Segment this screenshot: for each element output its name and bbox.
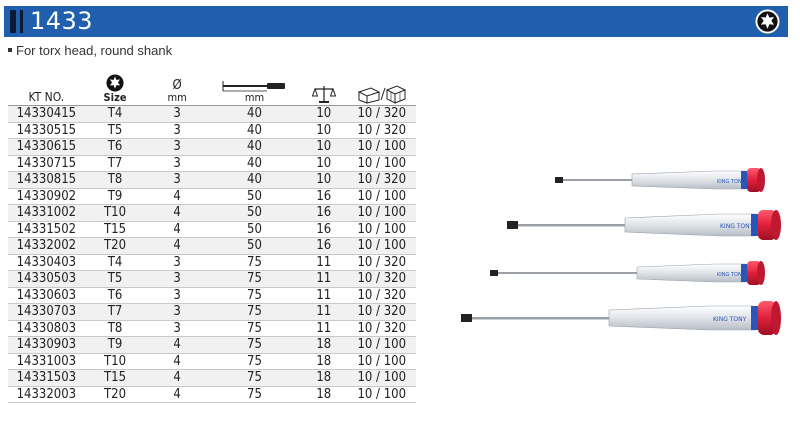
packing-cell: 10 / 320 xyxy=(357,106,407,121)
length-cell: 50 xyxy=(247,238,262,253)
size-label: Size xyxy=(103,91,127,104)
table-row xyxy=(8,370,416,387)
kt-no-cell: 14330715 xyxy=(16,155,77,171)
weight-cell: 11 xyxy=(316,287,332,303)
diameter-cell: 4 xyxy=(173,205,181,220)
weight-cell: 18 xyxy=(316,370,332,385)
screwdriver-4 xyxy=(461,301,781,335)
kt-no-cell: 14330615 xyxy=(16,139,77,154)
packing-cell: 10 / 100 xyxy=(357,386,407,402)
size-cell: T15 xyxy=(104,370,127,385)
diameter-cell: 4 xyxy=(173,238,181,253)
table-row xyxy=(8,353,416,370)
weight-cell: 10 xyxy=(316,139,332,154)
col-kt-no xyxy=(8,64,85,106)
table-body xyxy=(8,106,416,403)
kt-no-cell: 14331003 xyxy=(16,353,77,369)
length-cell: 75 xyxy=(247,304,262,319)
size-cell: T5 xyxy=(107,122,123,138)
kt-no-cell: 14330803 xyxy=(16,320,77,336)
table-row xyxy=(8,304,416,321)
table-row xyxy=(8,238,416,255)
kt-no-label: KT NO. xyxy=(28,90,65,104)
length-unit: mm xyxy=(244,91,265,104)
kt-no-cell: 14331503 xyxy=(16,370,77,385)
table-row xyxy=(8,188,416,205)
diameter-unit: mm xyxy=(167,91,187,104)
screwdriver-1 xyxy=(555,168,765,192)
length-cell: 75 xyxy=(247,287,262,303)
header-marker xyxy=(10,10,16,33)
packing-cell: 10 / 320 xyxy=(357,254,407,270)
kt-no-cell: 14330815 xyxy=(16,172,77,187)
diameter-cell: 3 xyxy=(173,320,181,336)
specs-table xyxy=(8,64,416,403)
weight-cell: 10 xyxy=(316,106,332,121)
packing-cell: 10 / 100 xyxy=(357,221,407,237)
length-cell: 75 xyxy=(247,320,262,336)
kt-no-cell: 14331002 xyxy=(16,205,77,220)
kt-no-cell: 14330415 xyxy=(16,106,77,121)
table-row xyxy=(8,106,416,123)
diameter-icon: Ø xyxy=(172,78,182,93)
length-cell: 75 xyxy=(247,370,262,385)
size-cell: T15 xyxy=(104,221,127,237)
size-cell: T10 xyxy=(104,205,127,220)
packing-cell: 10 / 100 xyxy=(357,238,407,253)
weight-cell: 10 xyxy=(316,172,332,187)
size-cell: T7 xyxy=(107,155,123,171)
weight-cell: 10 xyxy=(316,122,332,138)
length-cell: 75 xyxy=(247,254,262,270)
bullet-icon xyxy=(8,48,12,52)
size-cell: T5 xyxy=(107,271,123,286)
diameter-cell: 3 xyxy=(173,172,181,187)
size-cell: T4 xyxy=(107,254,123,270)
diameter-cell: 3 xyxy=(173,155,181,171)
weight-cell: 11 xyxy=(316,304,332,319)
weight-cell: 16 xyxy=(316,188,332,204)
kt-no-cell: 14330903 xyxy=(16,337,77,352)
packing-cell: 10 / 320 xyxy=(357,287,407,303)
table-row xyxy=(8,221,416,238)
packing-cell: 10 / 100 xyxy=(357,353,407,369)
kt-no-cell: 14330703 xyxy=(16,304,77,319)
col-weight xyxy=(300,64,347,106)
weight-cell: 16 xyxy=(316,221,332,237)
page-title: 1433 xyxy=(30,7,94,35)
table-row xyxy=(8,271,416,288)
packing-cell: 10 / 100 xyxy=(357,337,407,352)
diameter-cell: 3 xyxy=(173,122,181,138)
col-size xyxy=(85,64,146,106)
weight-cell: 18 xyxy=(316,353,332,369)
length-cell: 50 xyxy=(247,205,262,220)
svg-text:KING TONY: KING TONY xyxy=(720,223,754,230)
col-packing xyxy=(348,64,417,106)
packing-cell: 10 / 320 xyxy=(357,320,407,336)
length-cell: 50 xyxy=(247,221,262,237)
screwdriver-3 xyxy=(490,261,765,285)
packing-cell: 10 / 320 xyxy=(357,172,407,187)
packing-cell: 10 / 100 xyxy=(357,139,407,154)
length-cell: 50 xyxy=(247,188,262,204)
packing-cell: 10 / 320 xyxy=(357,122,407,138)
table-header-row xyxy=(8,64,416,106)
kt-no-cell: 14330403 xyxy=(16,254,77,270)
kt-no-cell: 14332002 xyxy=(16,238,77,253)
kt-no-cell: 14330503 xyxy=(16,271,77,286)
size-cell: T8 xyxy=(107,320,123,336)
size-cell: T9 xyxy=(107,337,123,352)
torx-head-icon xyxy=(106,74,124,92)
size-cell: T4 xyxy=(107,106,123,121)
packing-cell: 10 / 320 xyxy=(357,304,407,319)
size-cell: T6 xyxy=(107,139,123,154)
size-cell: T8 xyxy=(107,172,123,187)
weight-cell: 18 xyxy=(316,337,332,352)
kt-no-cell: 14331502 xyxy=(16,221,77,237)
length-cell: 75 xyxy=(247,337,262,352)
table-row xyxy=(8,386,416,403)
screwdriver-2 xyxy=(507,210,781,240)
diameter-cell: 4 xyxy=(173,353,181,369)
table-row xyxy=(8,254,416,271)
scale-icon xyxy=(312,84,336,104)
col-length xyxy=(209,64,300,106)
diameter-cell: 4 xyxy=(173,188,181,204)
packing-cell: 10 / 320 xyxy=(357,271,407,286)
box-icon xyxy=(357,84,407,104)
weight-cell: 11 xyxy=(316,320,332,336)
length-cell: 40 xyxy=(247,106,262,121)
table-row xyxy=(8,205,416,222)
weight-cell: 11 xyxy=(316,271,332,286)
kt-no-cell: 14330902 xyxy=(16,188,77,204)
header-marker-thin xyxy=(20,10,23,33)
length-cell: 40 xyxy=(247,155,262,171)
weight-cell: 16 xyxy=(316,238,332,253)
table-row xyxy=(8,337,416,354)
table-row xyxy=(8,155,416,172)
diameter-cell: 3 xyxy=(173,304,181,319)
diameter-cell: 3 xyxy=(173,106,181,121)
diameter-cell: 4 xyxy=(173,221,181,237)
table-row xyxy=(8,139,416,156)
diameter-cell: 4 xyxy=(173,386,181,402)
diameter-cell: 3 xyxy=(173,254,181,270)
col-diameter xyxy=(145,64,208,106)
table-row xyxy=(8,172,416,189)
length-cell: 75 xyxy=(247,353,262,369)
diameter-cell: 3 xyxy=(173,287,181,303)
weight-cell: 11 xyxy=(316,254,332,270)
diameter-cell: 4 xyxy=(173,370,181,385)
weight-cell: 10 xyxy=(316,155,332,171)
svg-text:KING TONY: KING TONY xyxy=(717,272,745,278)
length-cell: 40 xyxy=(247,122,262,138)
torx-star-icon xyxy=(755,9,780,34)
subtitle xyxy=(8,43,172,58)
packing-cell: 10 / 100 xyxy=(357,205,407,220)
packing-cell: 10 / 100 xyxy=(357,370,407,385)
weight-cell: 18 xyxy=(316,386,332,402)
length-cell: 40 xyxy=(247,172,262,187)
diameter-cell: 4 xyxy=(173,337,181,352)
weight-cell: 16 xyxy=(316,205,332,220)
size-cell: T7 xyxy=(107,304,123,319)
table-row xyxy=(8,320,416,337)
size-cell: T9 xyxy=(107,188,123,204)
table-row xyxy=(8,122,416,139)
size-cell: T6 xyxy=(107,287,123,303)
table-row xyxy=(8,287,416,304)
length-cell: 40 xyxy=(247,139,262,154)
kt-no-cell: 14330515 xyxy=(16,122,77,138)
length-cell: 75 xyxy=(247,386,262,402)
packing-cell: 10 / 100 xyxy=(357,188,407,204)
header-bar xyxy=(4,6,788,37)
svg-text:KING TONY: KING TONY xyxy=(713,316,747,323)
kt-no-cell: 14330603 xyxy=(16,287,77,303)
svg-text:KING TONY: KING TONY xyxy=(717,179,745,185)
size-cell: T20 xyxy=(104,238,127,253)
diameter-cell: 3 xyxy=(173,139,181,154)
kt-no-cell: 14332003 xyxy=(16,386,77,402)
size-cell: T10 xyxy=(104,353,127,369)
diameter-cell: 3 xyxy=(173,271,181,286)
length-cell: 75 xyxy=(247,271,262,286)
screwdriver-product-image xyxy=(455,160,795,340)
size-cell: T20 xyxy=(104,386,127,402)
packing-cell: 10 / 100 xyxy=(357,155,407,171)
subtitle-text: For torx head, round shank xyxy=(16,43,173,58)
